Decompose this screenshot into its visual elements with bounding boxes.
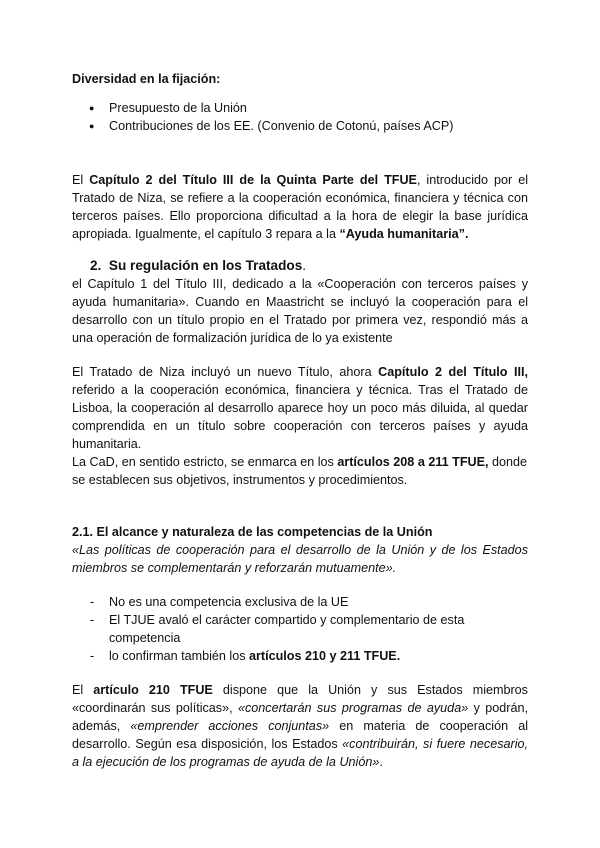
list-item: - No es una competencia exclusiva de la UE [72, 593, 528, 611]
paragraph: La CaD, en sentido estricto, se enmarca en los artículos 208 a 211 TFUE, donde se establecen sus objetivos, instrumentos y procedimientos. [72, 455, 528, 487]
paragraph: El artículo 210 TFUE dispone que la Unión y sus Estados miembros «coordinarán sus políticas», «concertarán sus programas de ayuda» y podrán, además, «emprender acciones conjuntas» en materia de cooperación al desarrollo. Según esa disposición, los Estados «contribuirán, si fuere necesario, a la ejecución de los programas de ayuda de la Unión». [72, 683, 529, 769]
list-item: ● Contribuciones de los EE. (Convenio de Cotonú, países ACP) [72, 117, 528, 135]
subsection-title: 2.1. El alcance y naturaleza de las competencias de la Unión [72, 525, 433, 539]
dash-list [72, 593, 528, 665]
bullet-list [72, 99, 528, 135]
list-item: - El TJUE avaló el carácter compartido y complementario de esta competencia [72, 611, 528, 647]
paragraph: El Tratado de Niza incluyó un nuevo Título, ahora Capítulo 2 del Título III, referido a la cooperación económica, financiera y técnica. Tras el Tratado de Lisboa, la cooperación al desarrollo aparece hoy un poco más diluida, al quedar comprendida en un título sobre cooperación con terceros países y ayuda humanitaria. [72, 365, 528, 451]
list-item: ● Presupuesto de la Unión [72, 99, 528, 117]
list-item: - lo confirman también los artículos 210 y 211 TFUE. [72, 647, 528, 665]
paragraph: El Capítulo 2 del Título III de la Quinta Parte del TFUE, introducido por el Tratado de Niza, se refiere a la cooperación económica, financiera y técnica con terceros países. Ello proporciona dificultad a la hora de elegir la base jurídica apropiada. Igualmente, el capítulo 3 repara a la “Ayuda humanitaria”. [72, 173, 528, 241]
section-title: Diversidad en la fijación: [72, 72, 221, 86]
paragraph: el Capítulo 1 del Título III, dedicado a la «Cooperación con terceros países y ayuda humanitaria». Cuando en Maastricht se incluyó la cooperación para el desarrollo con un título propio en el Tratado por primera vez, respondió más a una operación de formalización jurídica de lo ya existente [72, 277, 528, 345]
heading: 2. Su regulación en los Tratados. [90, 258, 307, 273]
quote: «Las políticas de cooperación para el desarrollo de la Unión y de los Estados miembros se complementarán y reforzarán mutuamente». [72, 543, 528, 575]
document-body [72, 70, 528, 771]
